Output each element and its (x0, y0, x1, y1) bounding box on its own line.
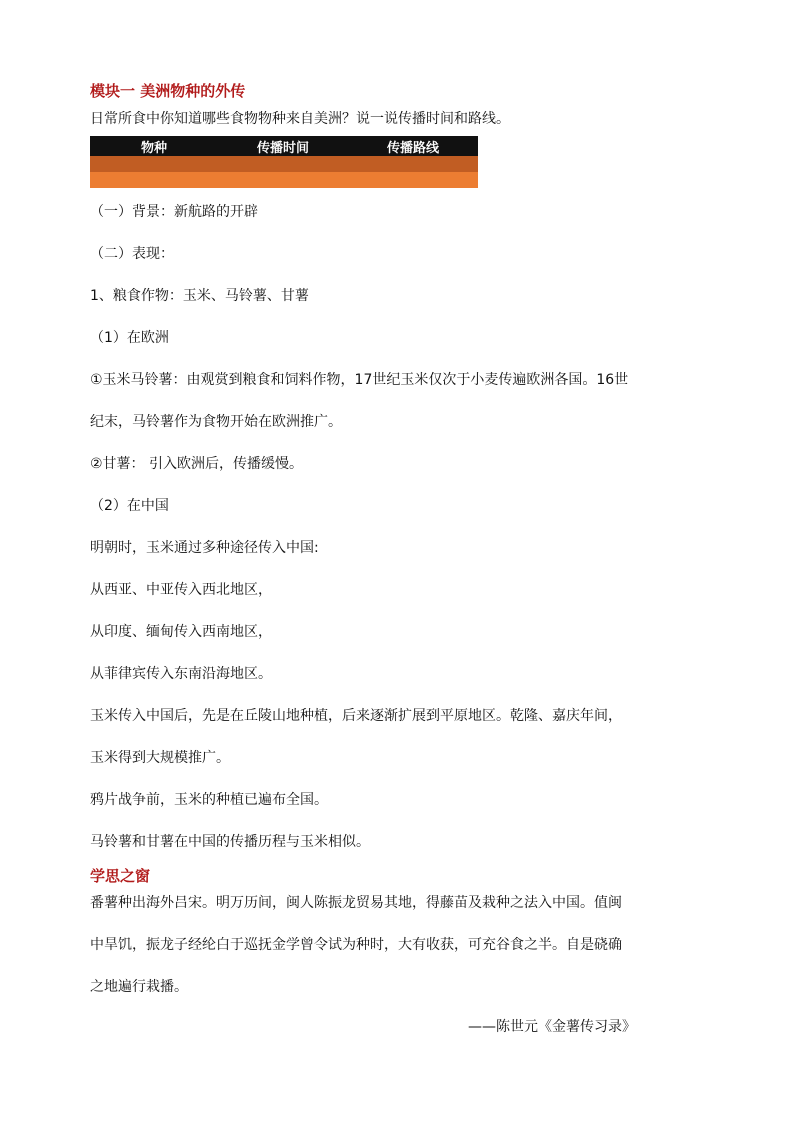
grain-crops-line: 1、粮食作物：玉米、马铃薯、甘薯 (90, 288, 309, 304)
ming-line: 明朝时，玉米通过多种途径传入中国: (90, 540, 319, 556)
window-line-2: 中旱饥，振龙子经纶白于巡抚金学曾令试为种时，大有收获，可充谷食之半。自是硗确 (90, 937, 622, 953)
module-title: 模块一 美洲物种的外传 (90, 82, 246, 100)
window-title: 学思之窗 (90, 867, 151, 885)
spread-line-1: 玉米传入中国后，先是在丘陵山地种植，后来逐渐扩展到平原地区。乾隆、嘉庆年间， (90, 708, 622, 724)
table-row (90, 172, 478, 188)
quote-source: ——陈世元《金薯传习录》 (468, 1019, 636, 1035)
similar-line: 马铃薯和甘薯在中国的传播历程与玉米相似。 (90, 834, 370, 850)
species-table (90, 136, 478, 188)
table-header-time: 传播时间 (256, 140, 309, 156)
sweet-potato-europe-line: ②甘薯： 引入欧洲后，传播缓慢。 (90, 456, 304, 472)
corn-europe-line-2: 纪末，马铃薯作为食物开始在欧洲推广。 (90, 414, 342, 430)
table-header-route: 传播路线 (386, 140, 439, 156)
route-line-3: 从菲律宾传入东南沿海地区。 (90, 666, 272, 682)
window-line-1: 番薯种出海外吕宋。明万历间，闽人陈振龙贸易其地，得藤苗及栽种之法入中国。值闽 (90, 895, 622, 911)
document-page (90, 80, 710, 1038)
table-row (90, 156, 478, 172)
table-header-row (90, 136, 478, 156)
route-line-1: 从西亚、中亚传入西北地区， (90, 582, 272, 598)
route-line-2: 从印度、缅甸传入西南地区， (90, 624, 272, 640)
performance-line: （二）表现： (90, 246, 174, 262)
intro-question: 日常所食中你知道哪些食物物种来自美洲？说一说传播时间和路线。 (90, 111, 510, 127)
corn-europe-line-1: ①玉米马铃薯：由观赏到粮食和饲料作物，17世纪玉米仅次于小麦传遍欧洲各国。16世 (90, 372, 629, 388)
europe-heading: （1）在欧洲 (90, 330, 169, 346)
background-line: （一）背景：新航路的开辟 (90, 204, 258, 220)
opium-war-line: 鸦片战争前，玉米的种植已遍布全国。 (90, 792, 328, 808)
window-line-3: 之地遍行栽播。 (90, 979, 188, 995)
spread-line-2: 玉米得到大规模推广。 (90, 750, 230, 766)
table-header-species: 物种 (140, 140, 167, 156)
china-heading: （2）在中国 (90, 498, 169, 514)
